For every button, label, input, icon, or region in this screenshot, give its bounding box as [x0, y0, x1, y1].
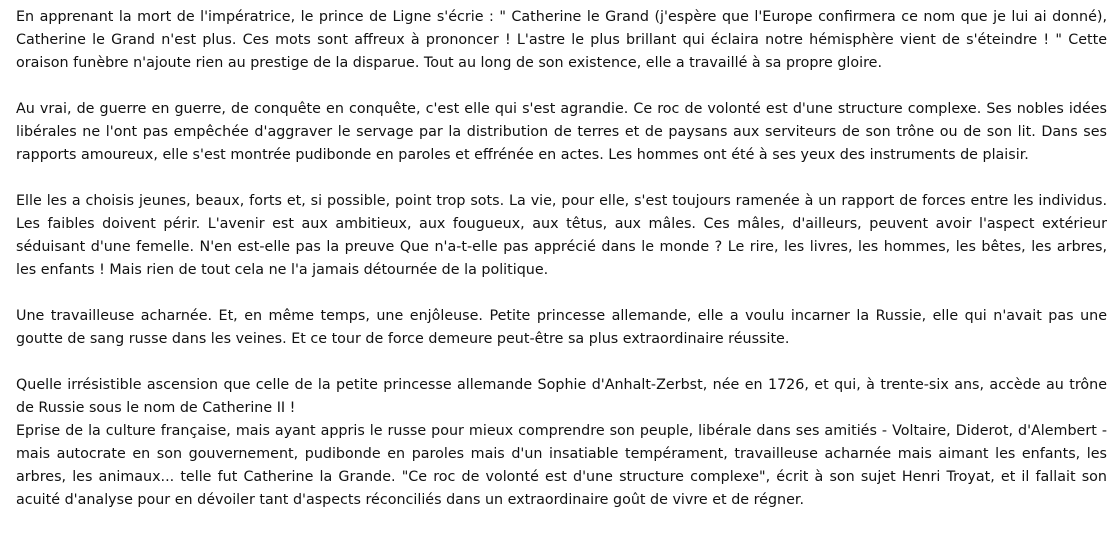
paragraph-power: Elle les a choisis jeunes, beaux, forts et, si possible, point trop sots. La vie, pour elle, s'est toujours ramenée à un rapport de forces entre les individus. Les faibles doivent périr. L'avenir est aux ambitieux, aux fougueux, aux têtus, aux mâles. Ces mâles, d'ailleurs, peuvent avoir l'aspect extérieur séduisant d'une femelle. N'en est-elle pas la preuve Que n'a-t-elle pas apprécié dans le monde ? Le rire, les livres, les hommes, les bêtes, les arbres, les enfants ! Mais rien de tout cela ne l'a jamais détournée de la politique. — [16, 193, 1107, 278]
paragraph-ascension: Quelle irrésistible ascension que celle de la petite princesse allemande Sophie d'Anhalt-Zerbst, née en 1726, et qui, à trente-six ans, accède au trône de Russie sous le nom de Catherine II ! — [16, 377, 1107, 416]
paragraph-russia: Une travailleuse acharnée. Et, en même temps, une enjôleuse. Petite princesse allemande, elle a voulu incarner la Russie, elle qui n'avait pas une goutte de sang russe dans les veines. Et ce tour de force demeure peut-être sa plus extraordinaire réussite. — [16, 308, 1107, 347]
paragraph-ligne-quote: En apprenant la mort de l'impératrice, le prince de Ligne s'écrie : " Catherine le Grand (j'espère que l'Europe confirmera ce nom que je lui ai donné), Catherine le Grand n'est plus. Ces mots sont affreux à prononcer ! L'astre le plus brillant qui éclaira notre hémisphère vient de s'éteindre ! " Cette oraison funèbre n'ajoute rien au prestige de la disparue. Tout au long de son existence, elle a travaillé à sa propre gloire. — [16, 9, 1107, 71]
paragraph-portrait: Eprise de la culture française, mais ayant appris le russe pour mieux comprendre son peuple, libérale dans ses amitiés - Voltaire, Diderot, d'Alembert - mais autocrate en son gouvernement, pudibonde en paroles mais d'un insatiable tempérament, travailleuse acharnée mais aimant les enfants, les arbres, les animaux... telle fut Catherine la Grande. "Ce roc de volonté est d'une structure complexe", écrit à son sujet Henri Troyat, et il fallait son acuité d'analyse pour en dévoiler tant d'aspects réconciliés dans un extraordinaire goût de vivre et de régner. — [16, 423, 1107, 508]
paragraph-conquests: Au vrai, de guerre en guerre, de conquête en conquête, c'est elle qui s'est agrandie. Ce roc de volonté est d'une structure complexe. Ses nobles idées libérales ne l'ont pas empêchée d'aggraver le servage par la distribution de terres et de paysans aux serviteurs de son trône ou de son lit. Dans ses rapports amoureux, elle s'est montrée pudibonde en paroles et effrénée en actes. Les hommes ont été à ses yeux des instruments de plaisir. — [16, 101, 1107, 163]
